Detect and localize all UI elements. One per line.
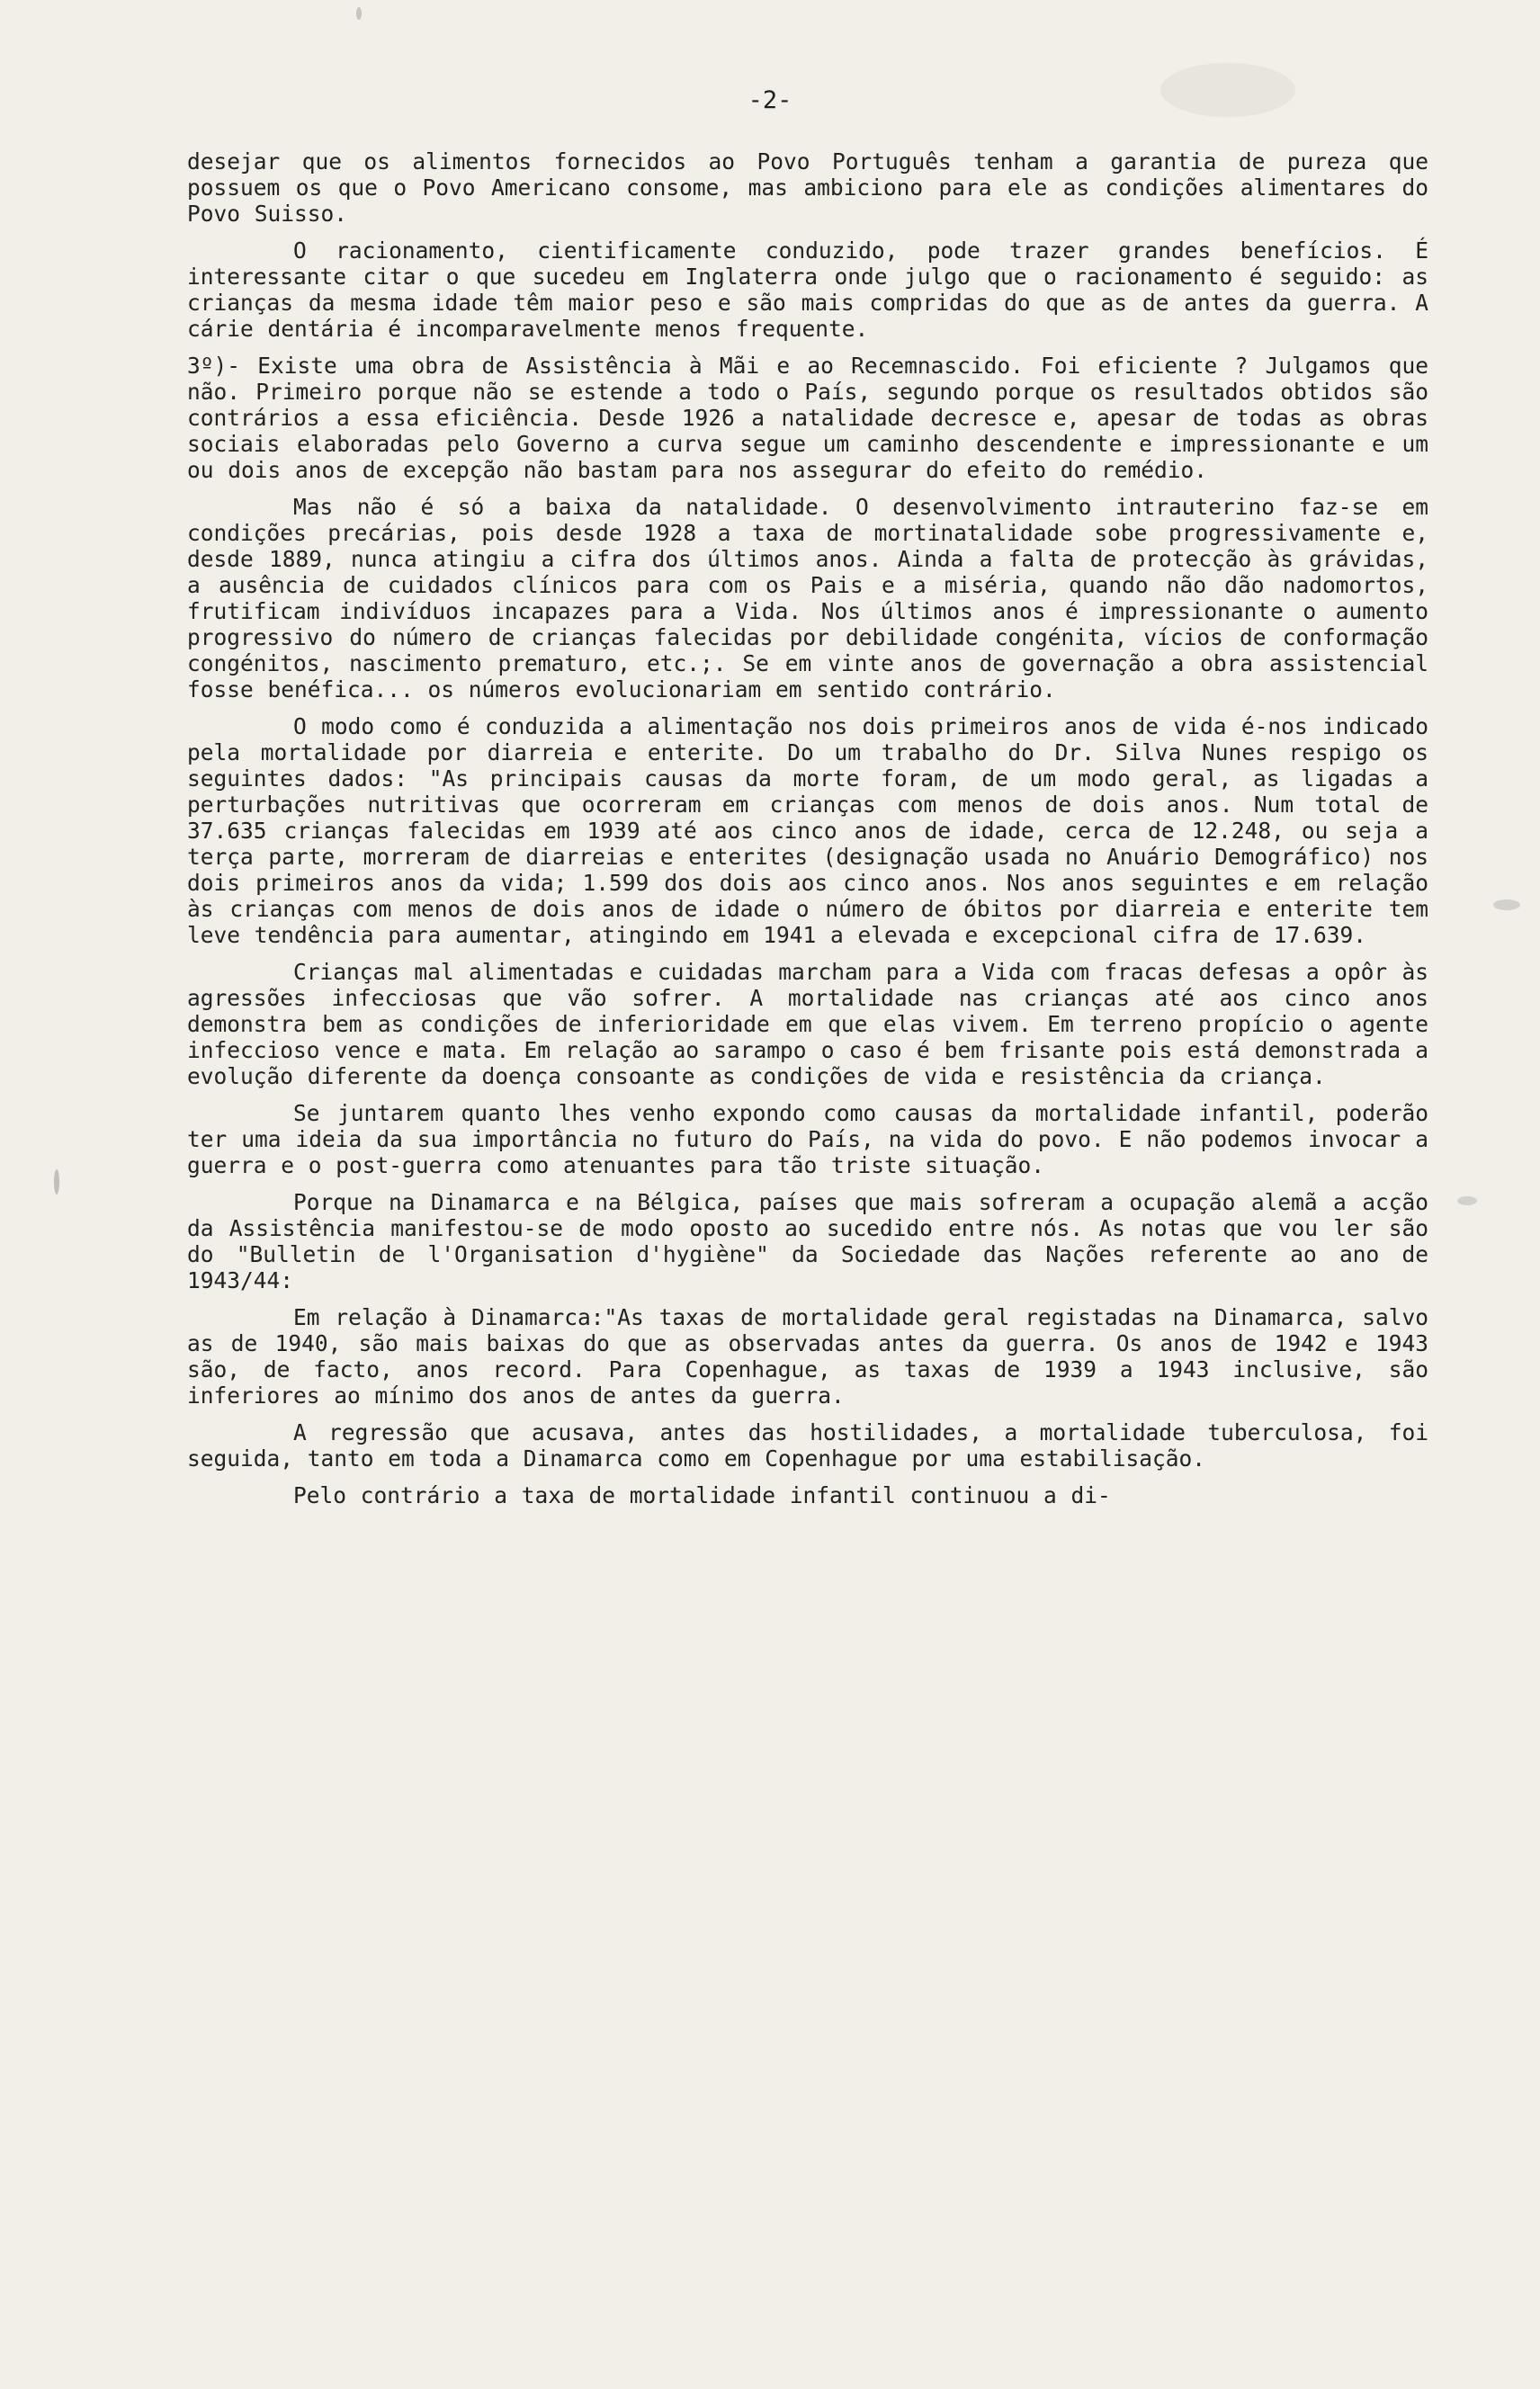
paragraph: Crianças mal alimentadas e cuidadas marcham para a Vida com fracas defesas a opôr às agressões infecciosas que vão sofrer. A mortalidade nas crianças até aos cinco anos demonstra bem as condições de inferioridade em que elas vivem. Em terreno propício o agente infeccioso vence e mata. Em relação ao sarampo o caso é bem frisante pois está demonstrada a evolução diferente da doença consoante as condições de vida e resistência da criança.: [187, 959, 1428, 1089]
paragraph: Em relação à Dinamarca:"As taxas de mortalidade geral registadas na Dinamarca, salvo as de 1940, são mais baixas do que as observadas antes da guerra. Os anos de 1942 e 1943 são, de facto, anos record. Para Copenhague, as taxas de 1939 a 1943 inclusive, são inferiores ao mínimo dos anos de antes da guerra.: [187, 1304, 1428, 1409]
paragraph: Se juntarem quanto lhes venho expondo como causas da mortalidade infantil, poderão ter uma ideia da sua importância no futuro do País, na vida do povo. E não podemos invocar a guerra e o post-guerra como atenuantes para tão triste situação.: [187, 1100, 1428, 1178]
scan-speck: [54, 1169, 59, 1194]
scan-speck: [356, 7, 362, 20]
paragraph: Pelo contrário a taxa de mortalidade infantil continuou a di-: [293, 1482, 1111, 1508]
paragraph: Porque na Dinamarca e na Bélgica, países que mais sofreram a ocupação alemã a acção da Assistência manifestou-se de modo oposto ao sucedido entre nós. As notas que vou ler são do "Bulletin de l'Organisation d'hygiène" da Sociedade das Nações referente ao ano de 1943/44:: [187, 1189, 1428, 1293]
paragraph: A regressão que acusava, antes das hostilidades, a mortalidade tuberculosa, foi seguida, tanto em toda a Dinamarca como em Copenhague por uma estabilisação.: [187, 1419, 1428, 1472]
scan-speck: [1457, 1196, 1477, 1205]
paragraph: 3º)- Existe uma obra de Assistência à Mãi e ao Recemnascido. Foi eficiente ? Julgamos que não. Primeiro porque não se estende a todo o País, segundo porque os resultados obtidos são contrários a essa eficiência. Desde 1926 a natalidade decresce e, apesar de todas as obras sociais elaboradas pelo Governo a curva segue um caminho descendente e impressionante e um ou dois anos de excepção não bastam para nos assegurar do efeito do remédio.: [187, 353, 1428, 483]
page-number: -2-: [748, 86, 792, 114]
paragraph: Mas não é só a baixa da natalidade. O desenvolvimento intrauterino faz-se em condições precárias, pois desde 1928 a taxa de mortinatalidade sobe progressivamente e, desde 1889, nunca atingiu a cifra dos últimos anos. Ainda a falta de protecção às grávidas, a ausência de cuidados clínicos para com os Pais e a miséria, quando não dão nadomortos, frutificam indivíduos incapazes para a Vida. Nos últimos anos é impressionante o aumento progressivo do número de crianças falecidas por debilidade congénita, vícios de conformação congénitos, nascimento prematuro, etc.;. Se em vinte anos de governação a obra assistencial fosse benéfica... os números evolucionariam em sentido contrário.: [187, 494, 1428, 702]
paragraph: O modo como é conduzida a alimentação nos dois primeiros anos de vida é-nos indicado pela mortalidade por diarreia e enterite. Do um trabalho do Dr. Silva Nunes respigo os seguintes dados: "As principais causas da morte foram, de um modo geral, as ligadas a perturbações nutritivas que ocorreram em crianças com menos de dois anos. Num total de 37.635 crianças falecidas em 1939 até aos cinco anos de idade, cerca de 12.248, ou seja a terça parte, morreram de diarreias e enterites (designação usada no Anuário Demográfico) nos dois primeiros anos da vida; 1.599 dos dois aos cinco anos. Nos anos seguintes e em relação às crianças com menos de dois anos de idade o número de óbitos por diarreia e enterite tem leve tendência para aumentar, atingindo em 1941 a elevada e excepcional cifra de 17.639.: [187, 713, 1428, 948]
paragraph: O racionamento, cientificamente conduzido, pode trazer grandes benefícios. É interessante citar o que sucedeu em Inglaterra onde julgo que o racionamento é seguido: as crianças da mesma idade têm maior peso e são mais compridas do que as de antes da guerra. A cárie dentária é incomparavelmente menos frequente.: [187, 237, 1428, 342]
scan-speck: [1493, 899, 1520, 910]
paragraph: desejar que os alimentos fornecidos ao Povo Português tenham a garantia de pureza que possuem os que o Povo Americano consome, mas ambiciono para ele as condições alimentares do Povo Suisso.: [187, 148, 1428, 227]
body-text: [187, 148, 1428, 1508]
